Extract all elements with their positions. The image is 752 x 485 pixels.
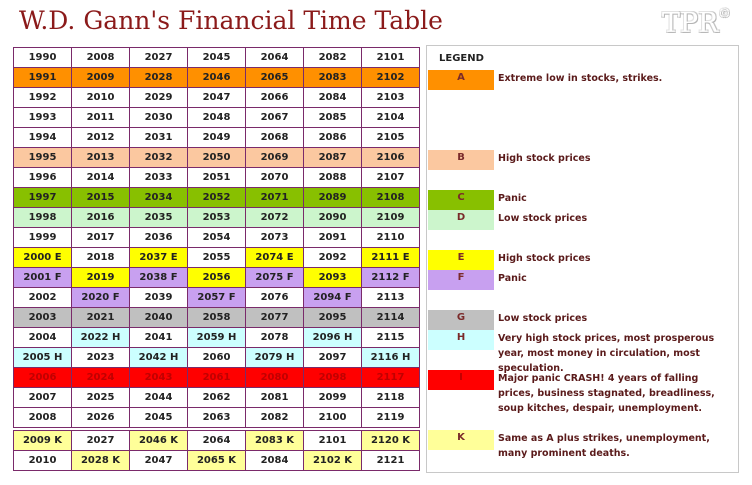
year-cell: 2061 [188, 368, 246, 388]
year-cell: 2077 [246, 308, 304, 328]
year-cell: 2025 [72, 388, 130, 408]
year-cell: 2083 [304, 68, 362, 88]
year-cell: 2048 [188, 108, 246, 128]
legend-description: High stock prices [498, 253, 591, 264]
year-cell: 2044 [130, 388, 188, 408]
year-cell: 2023 [72, 348, 130, 368]
year-cell: 2083 K [246, 431, 304, 451]
brand-logo [662, 8, 731, 39]
year-table-extension [13, 430, 420, 471]
year-cell: 1993 [14, 108, 72, 128]
year-cell: 2102 [362, 68, 420, 88]
year-cell: 2040 [130, 308, 188, 328]
year-cell: 2028 [130, 68, 188, 88]
year-cell: 2000 E [14, 248, 72, 268]
year-cell: 2058 [188, 308, 246, 328]
year-cell: 2087 [304, 148, 362, 168]
table-row [14, 348, 420, 368]
year-cell: 2080 [246, 368, 304, 388]
year-cell: 2108 [362, 188, 420, 208]
year-cell: 2026 [72, 408, 130, 428]
year-cell: 2065 [246, 68, 304, 88]
year-cell: 2042 H [130, 348, 188, 368]
year-cell: 2079 H [246, 348, 304, 368]
year-cell: 2004 [14, 328, 72, 348]
year-cell: 1991 [14, 68, 72, 88]
table-row [14, 108, 420, 128]
year-cell: 2091 [304, 228, 362, 248]
year-cell: 2031 [130, 128, 188, 148]
legend-swatch: A [428, 70, 494, 90]
year-cell: 2008 [14, 408, 72, 428]
table-row [14, 268, 420, 288]
year-cell: 2076 [246, 288, 304, 308]
year-cell: 2095 [304, 308, 362, 328]
year-cell: 2002 [14, 288, 72, 308]
year-cell: 2085 [304, 108, 362, 128]
legend-panel [426, 45, 739, 473]
year-cell: 2062 [188, 388, 246, 408]
legend-description: Low stock prices [498, 313, 588, 324]
year-cell: 2064 [246, 48, 304, 68]
table-row [14, 228, 420, 248]
year-cell: 2063 [188, 408, 246, 428]
legend-description: Panic [498, 193, 527, 204]
year-cell: 2081 [246, 388, 304, 408]
year-cell: 1990 [14, 48, 72, 68]
year-cell: 2046 K [130, 431, 188, 451]
year-cell: 2092 [304, 248, 362, 268]
year-cell: 2117 [362, 368, 420, 388]
year-cell: 2011 [72, 108, 130, 128]
year-cell: 1997 [14, 188, 72, 208]
year-cell: 2097 [304, 348, 362, 368]
year-cell: 2014 [72, 168, 130, 188]
legend-swatch: I [428, 370, 494, 390]
year-cell: 2082 [304, 48, 362, 68]
legend-description: Very high stock prices, most prosperous year, most money in circulation, most speculation. [498, 333, 715, 374]
legend-swatch: D [428, 210, 494, 230]
year-cell: 2047 [188, 88, 246, 108]
table-row [14, 388, 420, 408]
year-cell: 2021 [72, 308, 130, 328]
year-cell: 2012 [72, 128, 130, 148]
year-cell: 2078 [246, 328, 304, 348]
year-cell: 2071 [246, 188, 304, 208]
year-cell: 2104 [362, 108, 420, 128]
year-cell: 1994 [14, 128, 72, 148]
year-cell: 2056 [188, 268, 246, 288]
year-cell: 2086 [304, 128, 362, 148]
year-cell: 2093 [304, 268, 362, 288]
year-cell: 2067 [246, 108, 304, 128]
year-cell: 2090 [304, 208, 362, 228]
table-row [14, 328, 420, 348]
year-cell: 2121 [362, 451, 420, 471]
year-cell: 2005 H [14, 348, 72, 368]
year-cell: 2053 [188, 208, 246, 228]
table-row [14, 48, 420, 68]
year-cell: 2017 [72, 228, 130, 248]
year-cell: 2020 F [72, 288, 130, 308]
year-cell: 2054 [188, 228, 246, 248]
year-cell: 2041 [130, 328, 188, 348]
year-cell: 2060 [188, 348, 246, 368]
year-cell: 2115 [362, 328, 420, 348]
year-cell: 2045 [130, 408, 188, 428]
legend-swatch: C [428, 190, 494, 210]
year-cell: 2119 [362, 408, 420, 428]
year-cell: 2069 [246, 148, 304, 168]
legend-swatch: K [428, 430, 494, 450]
legend-swatch: G [428, 310, 494, 330]
year-cell: 2064 [188, 431, 246, 451]
year-cell: 1999 [14, 228, 72, 248]
legend-description: Low stock prices [498, 213, 588, 224]
year-cell: 2065 K [188, 451, 246, 471]
year-cell: 2103 [362, 88, 420, 108]
year-cell: 2038 F [130, 268, 188, 288]
year-cell: 2089 [304, 188, 362, 208]
year-cell: 1998 [14, 208, 72, 228]
year-cell: 2029 [130, 88, 188, 108]
year-cell: 2100 [304, 408, 362, 428]
table-row [14, 431, 420, 451]
year-table [13, 47, 420, 428]
year-cell: 2013 [72, 148, 130, 168]
year-cell: 2110 [362, 228, 420, 248]
brand-text: TPR [662, 8, 719, 39]
year-cell: 2113 [362, 288, 420, 308]
table-row [14, 188, 420, 208]
year-cell: 2027 [72, 431, 130, 451]
year-cell: 2102 K [304, 451, 362, 471]
year-cell: 2032 [130, 148, 188, 168]
year-cell: 2118 [362, 388, 420, 408]
page-title: W.D. Gann's Financial Time Table [19, 6, 443, 35]
table-row [14, 68, 420, 88]
year-cell: 2084 [246, 451, 304, 471]
legend-title: LEGEND [439, 53, 484, 64]
table-row [14, 408, 420, 428]
year-cell: 1996 [14, 168, 72, 188]
year-cell: 2059 H [188, 328, 246, 348]
year-cell: 1992 [14, 88, 72, 108]
year-cell: 2109 [362, 208, 420, 228]
year-cell: 2101 [304, 431, 362, 451]
year-cell: 2107 [362, 168, 420, 188]
year-cell: 2072 [246, 208, 304, 228]
year-cell: 2111 E [362, 248, 420, 268]
year-cell: 2094 F [304, 288, 362, 308]
year-cell: 1995 [14, 148, 72, 168]
year-cell: 2052 [188, 188, 246, 208]
year-cell: 2101 [362, 48, 420, 68]
year-cell: 2114 [362, 308, 420, 328]
year-cell: 2057 F [188, 288, 246, 308]
table-row [14, 208, 420, 228]
year-cell: 2043 [130, 368, 188, 388]
year-cell: 2006 [14, 368, 72, 388]
table-row [14, 148, 420, 168]
year-cell: 2050 [188, 148, 246, 168]
year-cell: 2010 [14, 451, 72, 471]
year-cell: 2051 [188, 168, 246, 188]
year-cell: 2116 H [362, 348, 420, 368]
year-cell: 2028 K [72, 451, 130, 471]
year-cell: 2007 [14, 388, 72, 408]
year-cell: 2046 [188, 68, 246, 88]
year-cell: 2096 H [304, 328, 362, 348]
year-cell: 2019 [72, 268, 130, 288]
year-cell: 2001 F [14, 268, 72, 288]
legend-description: Panic [498, 273, 527, 284]
year-cell: 2033 [130, 168, 188, 188]
year-cell: 2045 [188, 48, 246, 68]
year-cell: 2070 [246, 168, 304, 188]
year-cell: 2075 F [246, 268, 304, 288]
table-row [14, 128, 420, 148]
year-cell: 2030 [130, 108, 188, 128]
year-cell: 2027 [130, 48, 188, 68]
year-cell: 2120 K [362, 431, 420, 451]
year-cell: 2018 [72, 248, 130, 268]
year-cell: 2073 [246, 228, 304, 248]
year-cell: 2010 [72, 88, 130, 108]
year-cell: 2098 [304, 368, 362, 388]
legend-swatch: F [428, 270, 494, 290]
table-row [14, 248, 420, 268]
year-cell: 2034 [130, 188, 188, 208]
year-cell: 2105 [362, 128, 420, 148]
year-cell: 2047 [130, 451, 188, 471]
table-row [14, 288, 420, 308]
year-cell: 2009 K [14, 431, 72, 451]
year-cell: 2084 [304, 88, 362, 108]
year-cell: 2074 E [246, 248, 304, 268]
year-cell: 2068 [246, 128, 304, 148]
year-cell: 2099 [304, 388, 362, 408]
table-row [14, 368, 420, 388]
year-cell: 2008 [72, 48, 130, 68]
year-cell: 2036 [130, 228, 188, 248]
legend-description: Extreme low in stocks, strikes. [498, 73, 663, 84]
year-cell: 2016 [72, 208, 130, 228]
table-row [14, 168, 420, 188]
year-cell: 2035 [130, 208, 188, 228]
legend-swatch: B [428, 150, 494, 170]
year-cell: 2112 F [362, 268, 420, 288]
year-cell: 2055 [188, 248, 246, 268]
table-row [14, 88, 420, 108]
year-cell: 2082 [246, 408, 304, 428]
table-row [14, 308, 420, 328]
year-cell: 2022 H [72, 328, 130, 348]
year-cell: 2039 [130, 288, 188, 308]
year-cell: 2037 E [130, 248, 188, 268]
year-cell: 2015 [72, 188, 130, 208]
legend-description: Major panic CRASH! 4 years of falling prices, business stagnated, breadliness, soup kitches, despair, unemployment. [498, 373, 715, 414]
legend-swatch: H [428, 330, 494, 350]
year-cell: 2088 [304, 168, 362, 188]
year-cell: 2003 [14, 308, 72, 328]
legend-description: High stock prices [498, 153, 591, 164]
copyright-mark: © [718, 6, 731, 20]
year-cell: 2066 [246, 88, 304, 108]
year-cell: 2009 [72, 68, 130, 88]
legend-description: Same as A plus strikes, unemployment, many prominent deaths. [498, 433, 710, 459]
legend-swatch: E [428, 250, 494, 270]
year-cell: 2024 [72, 368, 130, 388]
year-cell: 2049 [188, 128, 246, 148]
table-row [14, 451, 420, 471]
year-cell: 2106 [362, 148, 420, 168]
